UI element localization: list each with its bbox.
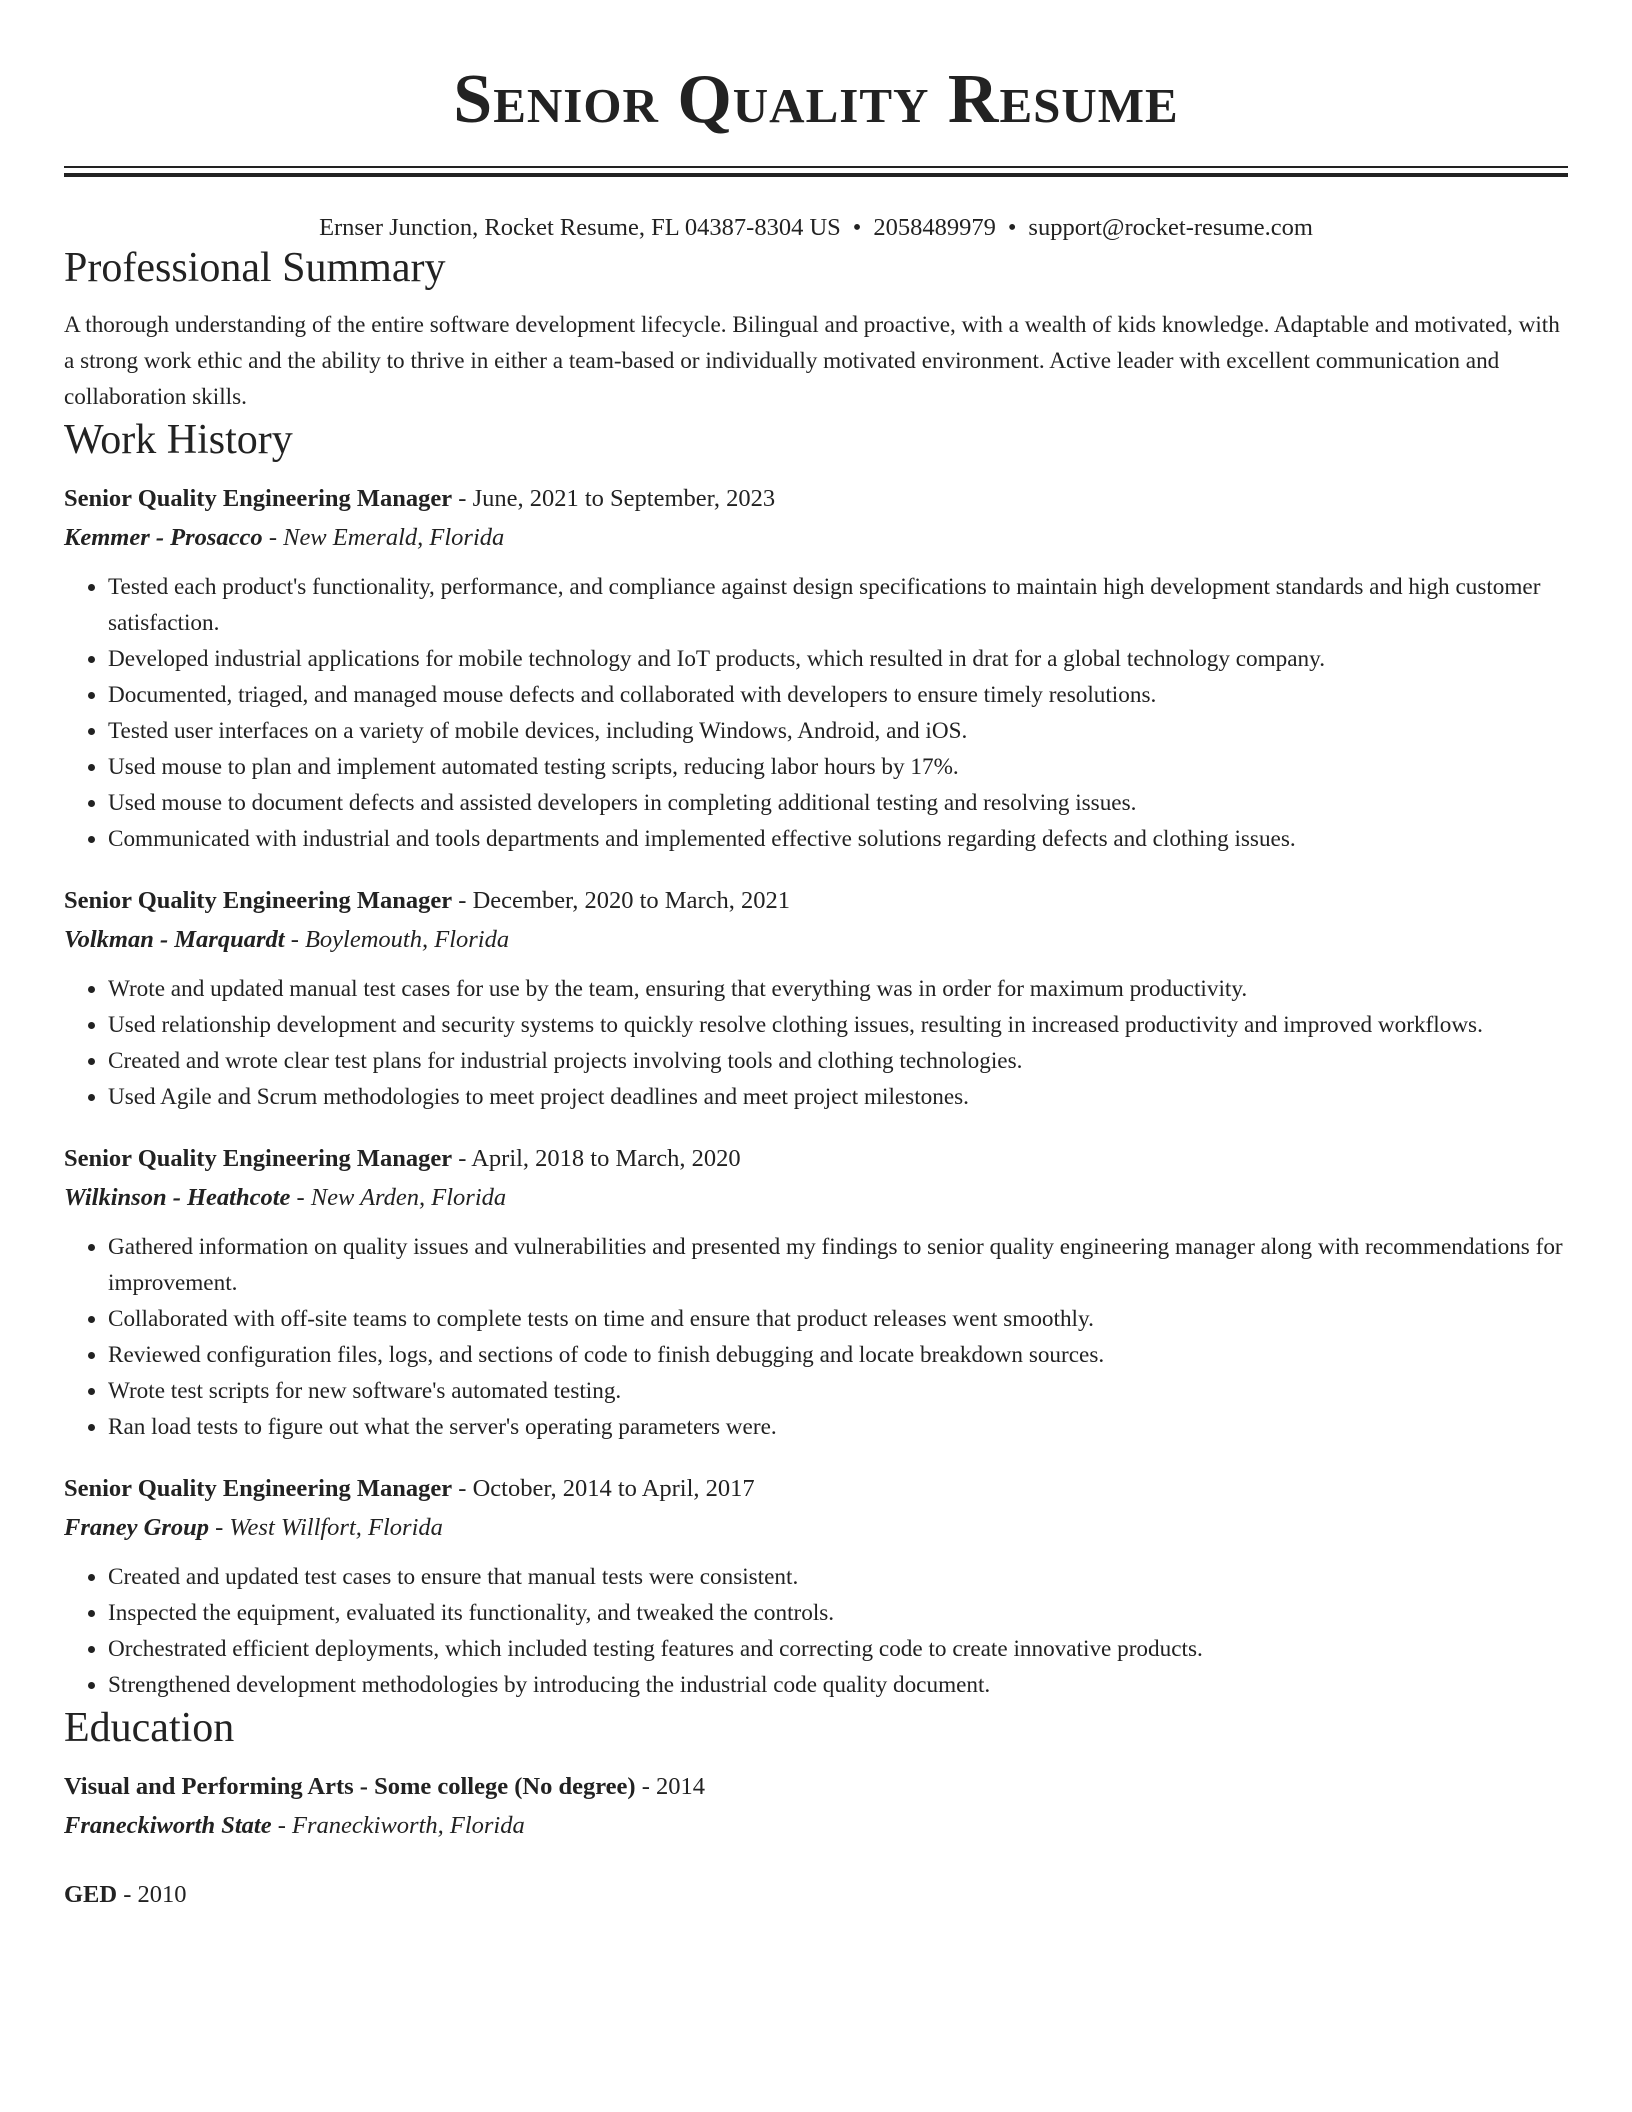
work-history-list — [64, 479, 1568, 1703]
job-bullet: • Collaborated with off-site teams to complete tests on time and ensure that product releases went smoothly. — [108, 1301, 1568, 1337]
job-title: Senior Quality Engineering Manager — [64, 1145, 453, 1172]
work-history-heading: Work History — [64, 417, 293, 463]
company-location: - New Emerald, Florida — [262, 524, 505, 551]
company-line — [64, 1179, 1568, 1217]
job-title-line — [64, 1469, 1568, 1509]
job-bullet: • Used Agile and Scrum methodologies to meet project deadlines and meet project milestones. — [108, 1079, 1568, 1115]
company-line — [64, 921, 1568, 959]
job-bullet: • Wrote and updated manual test cases for use by the team, ensuring that everything was in order for maximum productivity. — [108, 971, 1568, 1007]
company-name: Kemmer - Prosacco — [64, 524, 263, 551]
job-title: Senior Quality Engineering Manager — [64, 887, 453, 914]
job-dates: - October, 2014 to April, 2017 — [452, 1475, 755, 1502]
contact-email: support@rocket-resume.com — [1028, 214, 1313, 241]
summary-text: A thorough understanding of the entire software development lifecycle. Bilingual and proactive, with a wealth of kids knowledge. Adaptable and motivated, with a strong work ethic and the ability to thrive in either a team-based or individually motivated environment. Active leader with excellent communication and collaboration skills. — [64, 312, 1560, 410]
company-location: - Boylemouth, Florida — [284, 926, 510, 953]
job-bullet: • Reviewed configuration files, logs, and sections of code to finish debugging and locate breakdown sources. — [108, 1337, 1568, 1373]
company-location: - West Willfort, Florida — [208, 1514, 443, 1541]
job-bullet: • Wrote test scripts for new software's automated testing. — [108, 1373, 1568, 1409]
job-title-line — [64, 1139, 1568, 1179]
education-year: - 2010 — [117, 1881, 187, 1908]
job-bullet: • Documented, triaged, and managed mouse defects and collaborated with developers to ensure timely resolutions. — [108, 677, 1568, 713]
education-list — [64, 1767, 1568, 1915]
company-line — [64, 1509, 1568, 1547]
job-dates: - June, 2021 to September, 2023 — [452, 485, 776, 512]
job-bullets — [64, 1229, 1568, 1445]
job-bullet: • Developed industrial applications for mobile technology and IoT products, which resulted in drat for a global technology company. — [108, 641, 1568, 677]
education-degree-line — [64, 1875, 1568, 1915]
education-location: - Franeckiworth, Florida — [271, 1812, 525, 1839]
company-name: Volkman - Marquardt — [64, 926, 285, 953]
job-entry — [64, 881, 1568, 1115]
education-degree-line — [64, 1767, 1568, 1807]
job-entry — [64, 1139, 1568, 1445]
title-double-rule — [64, 166, 1568, 177]
job-bullet: • Gathered information on quality issues and vulnerabilities and presented my findings to senior quality engineering manager along with recommendations for improvement. — [108, 1229, 1568, 1301]
job-bullet: • Tested each product's functionality, performance, and compliance against design specifications to maintain high development standards and high customer satisfaction. — [108, 569, 1568, 641]
job-bullet: • Orchestrated efficient deployments, which included testing features and correcting code to create innovative products. — [108, 1631, 1568, 1667]
company-line — [64, 519, 1568, 557]
job-bullet: • Ran load tests to figure out what the server's operating parameters were. — [108, 1409, 1568, 1445]
job-title-line — [64, 881, 1568, 921]
education-entry — [64, 1767, 1568, 1845]
job-bullet: • Used mouse to document defects and assisted developers in completing additional testing and resolving issues. — [108, 785, 1568, 821]
resume-title: Senior Quality Resume — [453, 61, 1179, 138]
job-bullets — [64, 971, 1568, 1115]
job-bullet: • Used relationship development and security systems to quickly resolve clothing issues, resulting in increased productivity and improved workflows. — [108, 1007, 1568, 1043]
job-dates: - April, 2018 to March, 2020 — [452, 1145, 741, 1172]
contact-separator: • — [852, 214, 862, 241]
job-title: Senior Quality Engineering Manager — [64, 485, 453, 512]
contact-phone: 2058489979 — [873, 214, 996, 241]
company-name: Wilkinson - Heathcote — [64, 1184, 291, 1211]
job-bullet: • Tested user interfaces on a variety of mobile devices, including Windows, Android, and iOS. — [108, 713, 1568, 749]
contact-line — [64, 213, 1568, 243]
education-heading: Education — [64, 1705, 235, 1751]
job-entry — [64, 479, 1568, 857]
job-bullet: • Used mouse to plan and implement automated testing scripts, reducing labor hours by 17%. — [108, 749, 1568, 785]
job-title: Senior Quality Engineering Manager — [64, 1475, 453, 1502]
contact-address: Ernser Junction, Rocket Resume, FL 04387-8304 US — [319, 214, 841, 241]
job-bullet: • Communicated with industrial and tools departments and implemented effective solutions regarding defects and clothing issues. — [108, 821, 1568, 857]
education-year: - 2014 — [635, 1773, 705, 1800]
job-bullet: • Created and wrote clear test plans for industrial projects involving tools and clothing technologies. — [108, 1043, 1568, 1079]
job-bullet: • Created and updated test cases to ensure that manual tests were consistent. — [108, 1559, 1568, 1595]
job-bullets — [64, 1559, 1568, 1703]
education-school-line — [64, 1807, 1568, 1845]
job-bullet: • Inspected the equipment, evaluated its functionality, and tweaked the controls. — [108, 1595, 1568, 1631]
company-name: Franey Group — [64, 1514, 209, 1541]
job-entry — [64, 1469, 1568, 1703]
job-bullet: • Strengthened development methodologies by introducing the industrial code quality document. — [108, 1667, 1568, 1703]
contact-separator: • — [1007, 214, 1017, 241]
summary-heading: Professional Summary — [64, 245, 446, 291]
education-entry — [64, 1875, 1568, 1915]
education-degree: Visual and Performing Arts - Some college (No degree) — [64, 1773, 636, 1800]
education-degree: GED — [64, 1881, 118, 1908]
job-dates: - December, 2020 to March, 2021 — [452, 887, 790, 914]
job-bullets — [64, 569, 1568, 857]
education-school: Franeckiworth State — [64, 1812, 272, 1839]
company-location: - New Arden, Florida — [290, 1184, 507, 1211]
job-title-line — [64, 479, 1568, 519]
